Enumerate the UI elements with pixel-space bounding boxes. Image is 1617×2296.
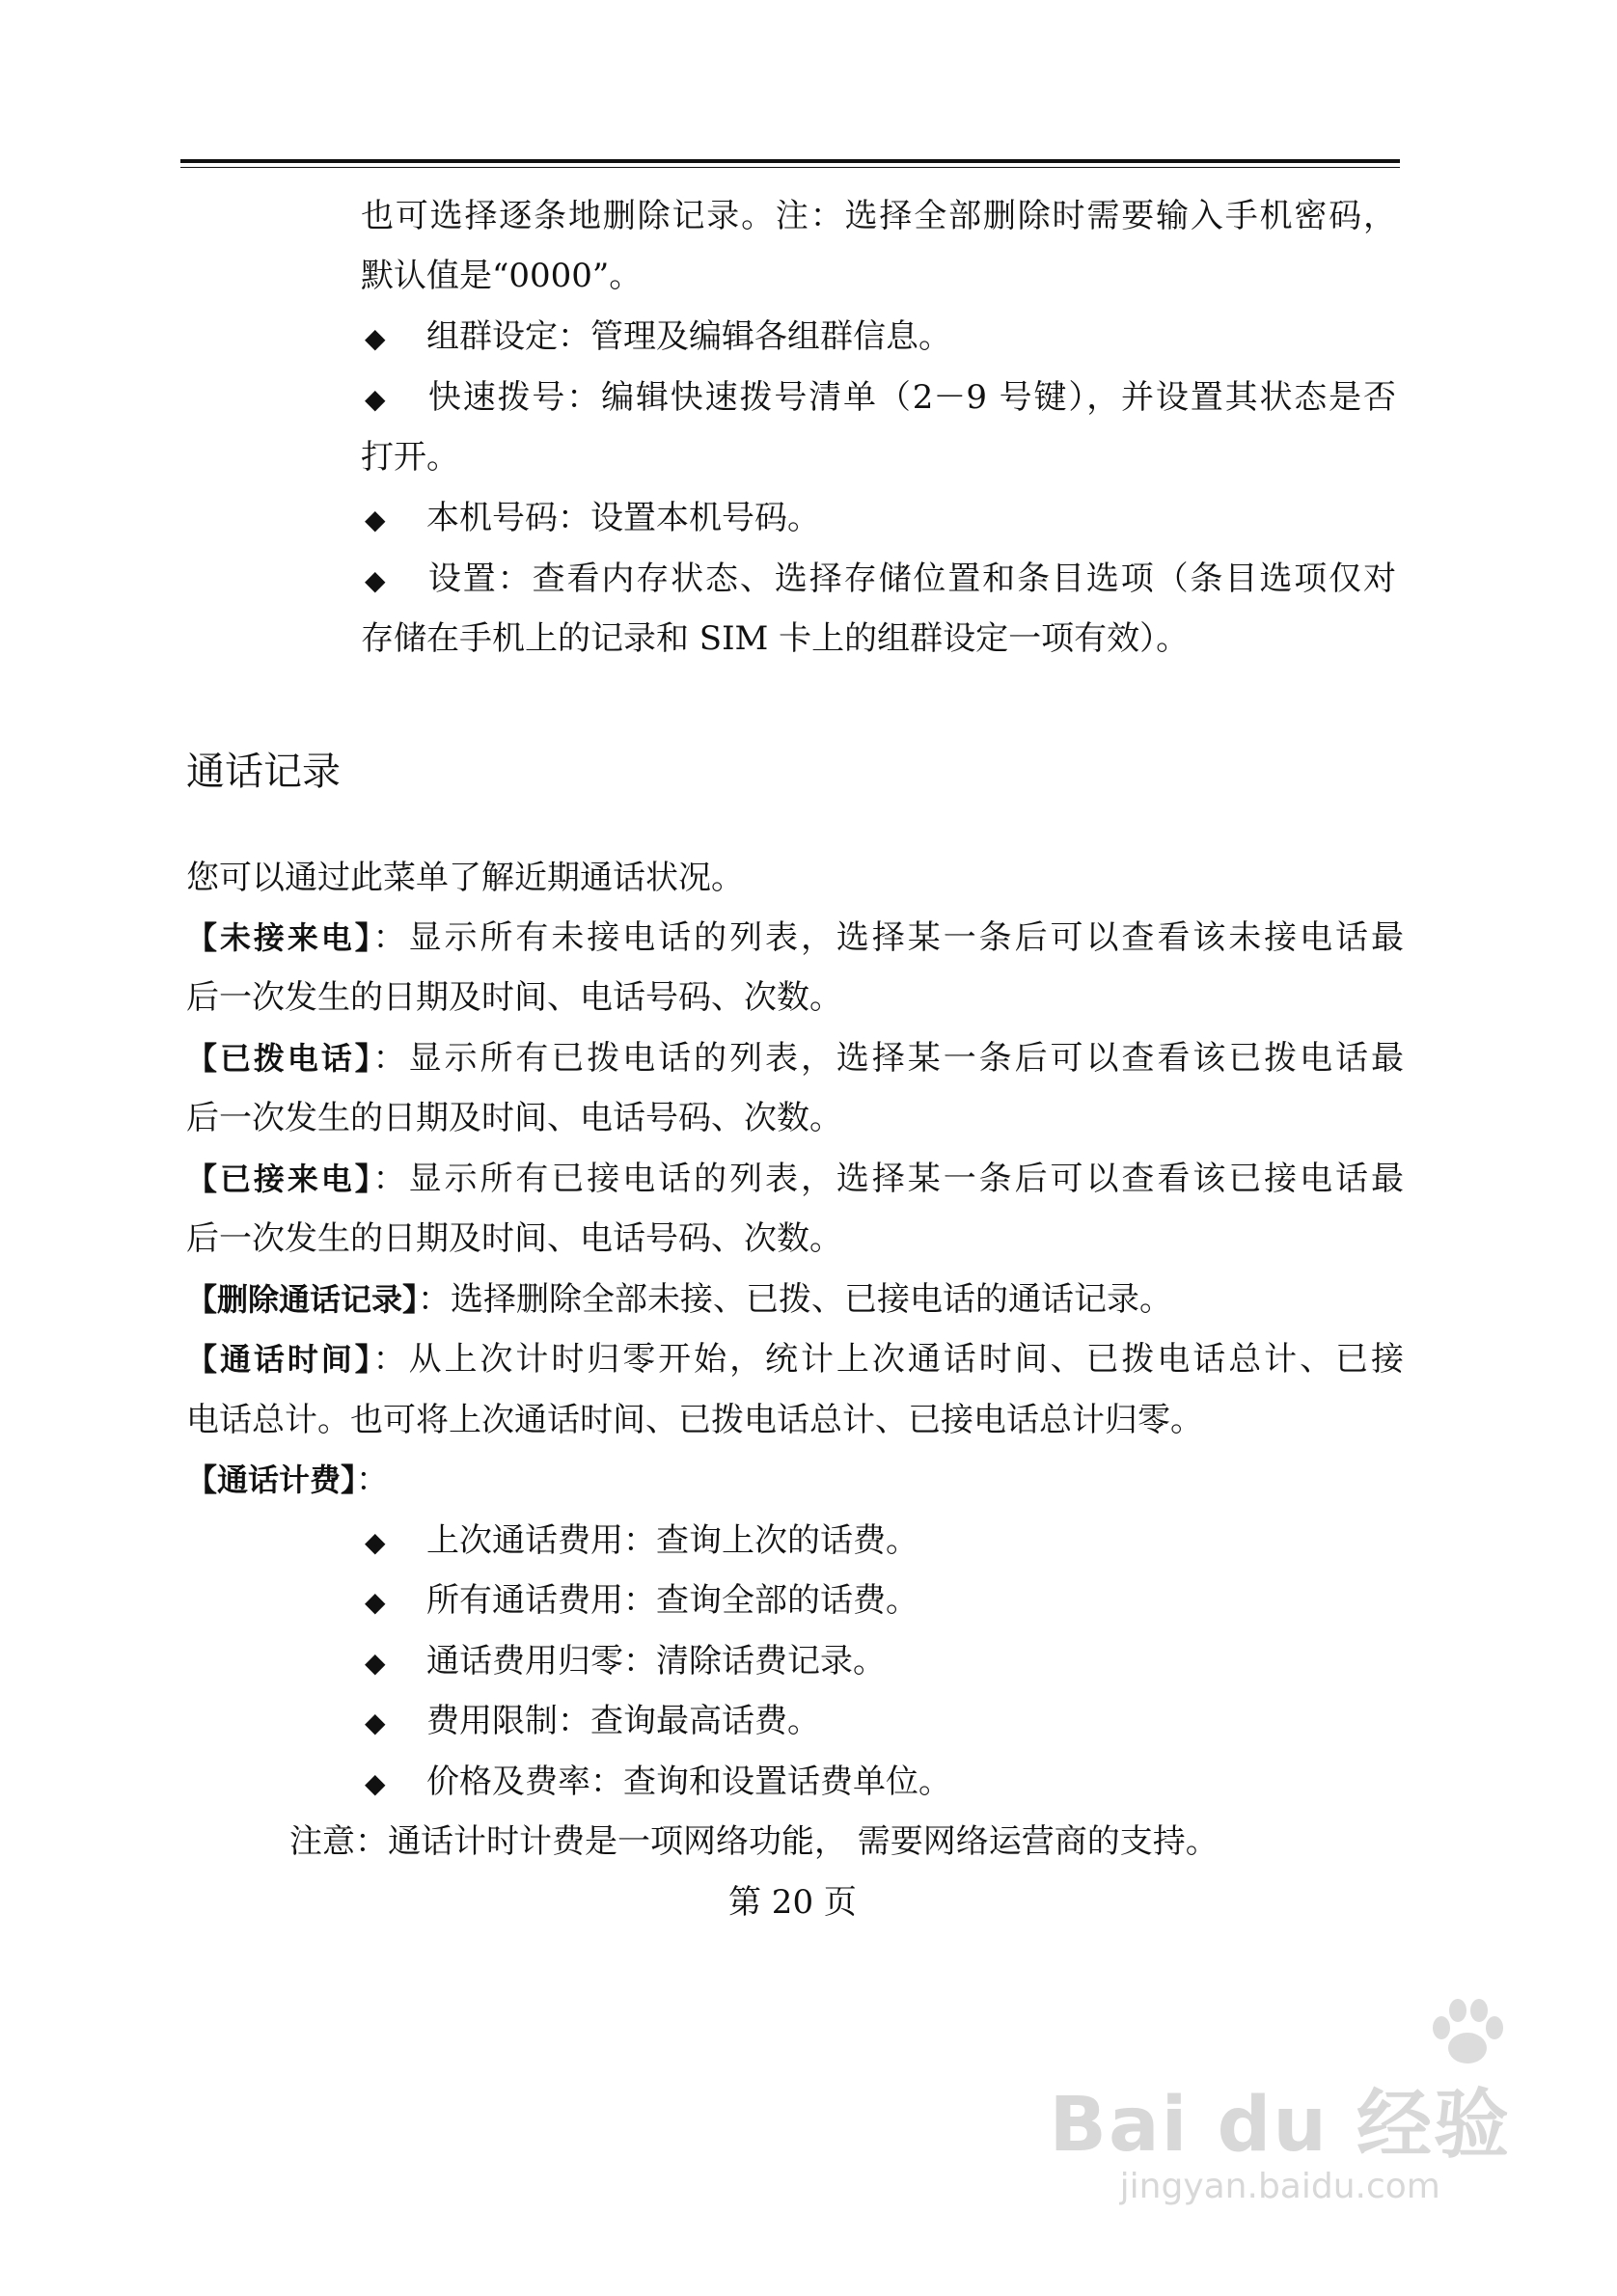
paragraph-line: 也可选择逐条地删除记录。注：选择全部删除时需要输入手机密码， xyxy=(361,197,1396,235)
diamond-bullet-icon: ◆ xyxy=(365,564,386,596)
paragraph-line: 默认值是“0000”。 xyxy=(361,257,643,295)
header-rule-thin xyxy=(180,167,1400,168)
billing-bullet: ◆ 所有通话费用：查询全部的话费。 xyxy=(365,1579,918,1624)
call-log-item-cont: 后一次发生的日期及时间、电话号码、次数。 xyxy=(186,1219,842,1258)
diamond-bullet-icon: ◆ xyxy=(365,1767,386,1799)
call-log-item: 【未接来电】：显示所有未接电话的列表，选择某一条后可以查看该未接电话最 xyxy=(186,918,1404,957)
billing-bullet: ◆ 上次通话费用：查询上次的话费。 xyxy=(365,1519,918,1564)
call-log-item: 【通话时间】：从上次计时归零开始，统计上次通话时间、已拨电话总计、已接 xyxy=(186,1340,1404,1379)
billing-bullet: ◆ 通话费用归零：清除话费记录。 xyxy=(365,1640,886,1684)
call-log-item: 【已接来电】：显示所有已接电话的列表，选择某一条后可以查看该已接电话最 xyxy=(186,1160,1404,1198)
diamond-bullet-icon: ◆ xyxy=(365,1707,386,1738)
call-log-item-cont: 电话总计。也可将上次通话时间、已拨电话总计、已接电话总计归零。 xyxy=(186,1401,1203,1439)
page-number: 第 20 页 xyxy=(728,1883,857,1922)
call-log-item: 【删除通话记录】：选择删除全部未接、已拨、已接电话的通话记录。 xyxy=(186,1280,1173,1319)
diamond-bullet-icon: ◆ xyxy=(365,1586,386,1618)
call-log-item: 【通话计费】： xyxy=(186,1461,390,1499)
baidu-jingyan-watermark xyxy=(1050,2064,1512,2206)
call-log-item: 【已拨电话】：显示所有已拨电话的列表，选择某一条后可以查看该已拨电话最 xyxy=(186,1039,1404,1078)
billing-bullet: ◆ 费用限制：查询最高话费。 xyxy=(365,1700,820,1744)
bullet-item: ◆ 本机号码：设置本机号码。 xyxy=(365,497,820,541)
intro-text: 您可以通过此菜单了解近期通话状况。 xyxy=(186,859,744,897)
diamond-bullet-icon: ◆ xyxy=(365,383,386,415)
note-text: 注意：通话计时计费是一项网络功能， 需要网络运营商的支持。 xyxy=(289,1822,1219,1861)
diamond-bullet-icon: ◆ xyxy=(365,1526,386,1558)
bullet-continuation: 存储在手机上的记录和 SIM 卡上的组群设定一项有效）。 xyxy=(361,619,1190,658)
diamond-bullet-icon: ◆ xyxy=(365,1647,386,1679)
call-log-item-cont: 后一次发生的日期及时间、电话号码、次数。 xyxy=(186,978,842,1017)
paw-logo-icon xyxy=(1424,1995,1511,2072)
bullet-item: ◆ 快速拨号：编辑快速拨号清单（2－9 号键），并设置其状态是否 xyxy=(365,376,1396,421)
section-title: 通话记录 xyxy=(186,750,341,794)
bullet-item: ◆ 设置：查看内存状态、选择存储位置和条目选项（条目选项仅对 xyxy=(365,558,1396,602)
bullet-item: ◆ 组群设定：管理及编辑各组群信息。 xyxy=(365,315,951,360)
diamond-bullet-icon: ◆ xyxy=(365,322,386,354)
billing-bullet: ◆ 价格及费率：查询和设置话费单位。 xyxy=(365,1761,951,1805)
header-rule xyxy=(180,159,1400,163)
watermark-brand: Bai du 经验 xyxy=(1049,2082,1511,2169)
bullet-continuation: 打开。 xyxy=(361,438,459,477)
call-log-item-cont: 后一次发生的日期及时间、电话号码、次数。 xyxy=(186,1099,842,1137)
diamond-bullet-icon: ◆ xyxy=(365,504,386,535)
watermark-url: jingyan.baidu.com xyxy=(1119,2167,1440,2206)
